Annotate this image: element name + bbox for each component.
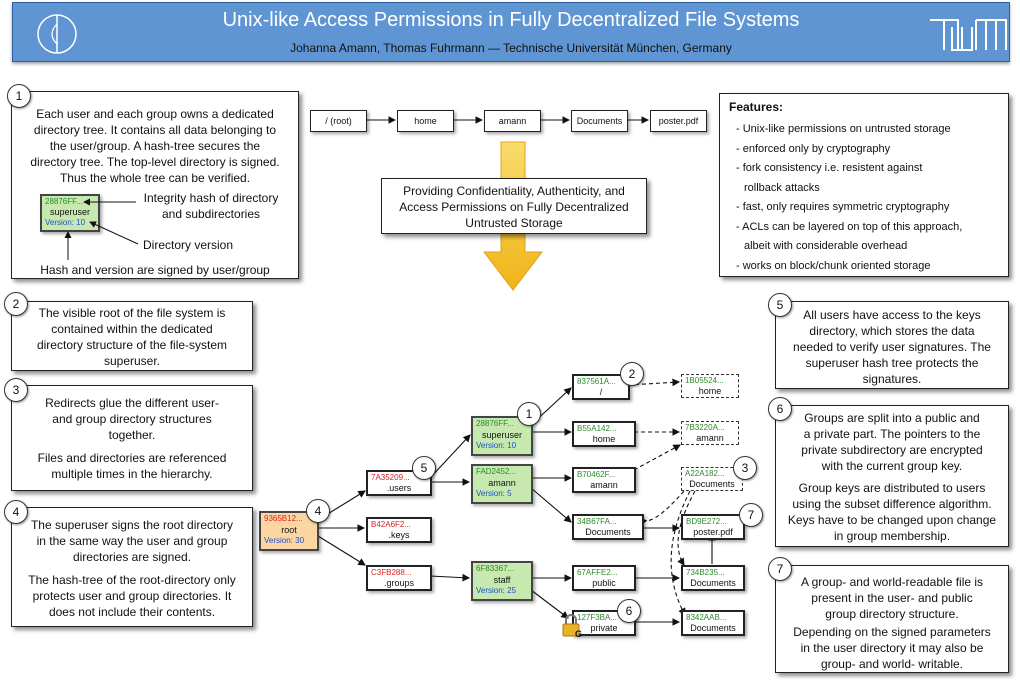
section-7-text: A group- and world-readable file is present in the user- and public group directory structure. bbox=[800, 575, 984, 621]
directory-version-label: Directory version bbox=[142, 238, 234, 252]
section-4-number: 4 bbox=[4, 500, 28, 524]
feature-item: rollback attacks bbox=[744, 181, 820, 194]
diagram-marker-4: 4 bbox=[306, 499, 330, 523]
section-6-text-2: Group keys are distributed to users using the subset difference algorithm. Keys have to be changed upon change in group membership. bbox=[787, 481, 997, 543]
section-7-number: 7 bbox=[768, 557, 792, 581]
signed-label: Hash and version are signed by user/group bbox=[40, 263, 270, 277]
private-node: 127F3BA... private bbox=[572, 610, 636, 636]
home-node: B55A142... home bbox=[572, 421, 636, 447]
home-redirect-node: 1B05524... home bbox=[681, 374, 739, 398]
section-2-number: 2 bbox=[4, 292, 28, 316]
path-root: / (root) bbox=[310, 110, 367, 132]
poster-node: BD9E272... poster.pdf bbox=[681, 514, 745, 540]
staff-node: 6F83367... staff Version: 25 bbox=[471, 561, 533, 601]
diagram-marker-2: 2 bbox=[620, 362, 644, 386]
public-node: 67AFFE2... public bbox=[572, 565, 636, 591]
feature-item: - ACLs can be layered on top of this approach, bbox=[736, 220, 963, 233]
diagram-marker-7: 7 bbox=[739, 503, 763, 527]
path-poster: poster.pdf bbox=[650, 110, 707, 132]
section-6-text: Groups are split into a public and a private part. The pointers to the private subdirectory are encrypted with the current group key. bbox=[801, 411, 983, 473]
diagram-marker-5: 5 bbox=[412, 456, 436, 480]
section-6-number: 6 bbox=[768, 397, 792, 421]
amann-dir-node: B70462F... amann bbox=[572, 467, 636, 493]
diagram-marker-3: 3 bbox=[733, 456, 757, 480]
slash-node: 837561A... / bbox=[572, 374, 630, 400]
section-3-text-2: Files and directories are referenced multiple times in the hierarchy. bbox=[37, 451, 227, 481]
section-4-text: The superuser signs the root directory in the same way the user and group directories are signed. bbox=[30, 518, 234, 564]
amann-node: FAD2452... amann Version: 5 bbox=[471, 464, 533, 504]
diagram-marker-1: 1 bbox=[517, 402, 541, 426]
documents-node: 34B67FA... Documents bbox=[572, 514, 644, 540]
feature-item: albeit with considerable overhead bbox=[744, 240, 908, 252]
diagram-marker-6: 6 bbox=[617, 599, 641, 623]
private-documents-node: 8342AAB... Documents bbox=[681, 610, 745, 636]
section-5-number: 5 bbox=[768, 293, 792, 317]
keys-node: B42A6F2... .keys bbox=[366, 517, 432, 543]
feature-item: - fast, only requires symmetric cryptography bbox=[736, 201, 950, 213]
section-1-text: Each user and each group owns a dedicated directory tree. It contains all data belonging to the user/group. A hash-tree secures the directory tree. The top-level directory is signed. Thus the whole tree can be verified. bbox=[30, 107, 280, 185]
section-3-number: 3 bbox=[4, 378, 28, 402]
section-7-text-2: Depending on the signed parameters in the user directory it may also be group- and world- writable. bbox=[793, 625, 991, 671]
section-4-text-2: The hash-tree of the root-directory only protects user and group directories. It does not include their contents. bbox=[28, 573, 236, 619]
users-node: 7A35209... .users bbox=[366, 470, 432, 496]
feature-item: - works on block/chunk oriented storage bbox=[736, 259, 931, 272]
lock-group-label: G bbox=[575, 629, 583, 639]
feature-item: - Unix-like permissions on untrusted storage bbox=[736, 123, 951, 135]
section-5-text: All users have access to the keys directory, which stores the data needed to verify user signatures. The superuser hash tree protects the signatures. bbox=[793, 308, 991, 386]
section-2-text: The visible root of the file system is contained within the dedicated directory structure of the file-system superuser. bbox=[36, 306, 228, 368]
features-title: Features: bbox=[729, 100, 784, 114]
section-1-number: 1 bbox=[7, 84, 31, 108]
root-node: 9365B12... root Version: 30 bbox=[259, 511, 319, 551]
feature-item: - fork consistency i.e. resistent against bbox=[736, 162, 923, 174]
path-documents: Documents bbox=[571, 110, 628, 132]
amann-redirect-node: 7B3220A... amann bbox=[681, 421, 739, 445]
superuser-node: 28876FF... superuser Version: 10 bbox=[471, 416, 533, 456]
section-3-text: Redirects glue the different user- and group directory structures together. bbox=[45, 396, 219, 442]
path-home: home bbox=[397, 110, 454, 132]
feature-item: - enforced only by cryptography bbox=[736, 142, 891, 155]
example-superuser-node: 28876FF... superuser Version: 10 bbox=[40, 194, 100, 232]
public-documents-node: 734B235... Documents bbox=[681, 565, 745, 591]
center-box-text: Providing Confidentiality, Authenticity, and Access Permissions on Fully Decentralized Untrusted Storage bbox=[399, 184, 629, 230]
path-amann: amann bbox=[484, 110, 541, 132]
integrity-hash-label: Integrity hash of directory and subdirectories bbox=[143, 191, 279, 221]
groups-node: C3FB288... .groups bbox=[366, 565, 432, 591]
documents-redirect-node: A22A182... Documents bbox=[681, 467, 743, 491]
page-subtitle: Johanna Amann, Thomas Fuhrmann — Technische Universität München, Germany bbox=[290, 41, 732, 55]
page-title: Unix-like Access Permissions in Fully Decentralized File Systems bbox=[222, 9, 800, 31]
